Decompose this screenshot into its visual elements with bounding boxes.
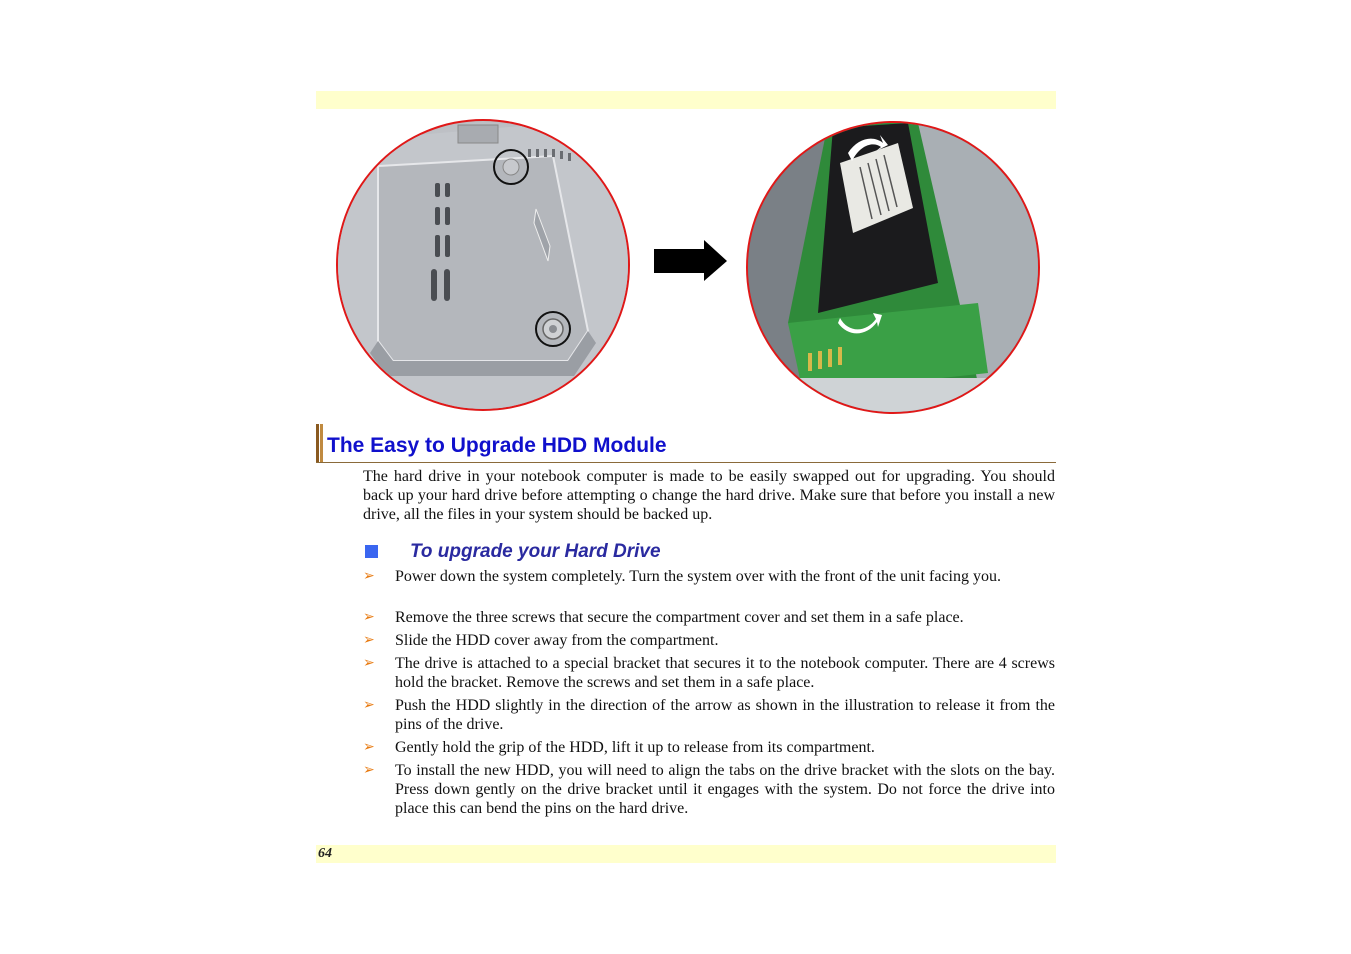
arrow-bullet-icon: ➢ [363, 610, 375, 625]
arrow-bullet-icon: ➢ [363, 656, 375, 671]
step-item [363, 696, 1055, 734]
arrow-bullet-icon: ➢ [363, 763, 375, 778]
step-item [363, 567, 1055, 586]
step-item [363, 761, 1055, 818]
step-text: The drive is attached to a special bracket that secures it to the notebook computer. There are 4 screws hold the bracket. Remove the screws and set them in a safe place. [395, 655, 1055, 691]
right-arrow-icon [654, 240, 728, 287]
step-text: Gently hold the grip of the HDD, lift it up to release from its compartment. [395, 739, 875, 756]
procedure-heading: To upgrade your Hard Drive [410, 541, 661, 562]
section-title: The Easy to Upgrade HDD Module [327, 434, 667, 457]
section-header [316, 424, 1056, 463]
step-item [363, 654, 1055, 692]
step-text: Power down the system completely. Turn the system over with the front of the unit facing you. [395, 568, 1001, 585]
arrow-bullet-icon: ➢ [363, 740, 375, 755]
step-item [363, 608, 1055, 627]
hdd-cover-photo [336, 119, 630, 411]
memory-module-photo [746, 121, 1040, 414]
arrow-bullet-icon: ➢ [363, 633, 375, 648]
step-item [363, 631, 1055, 650]
header-band [316, 91, 1056, 109]
square-bullet-icon [365, 545, 378, 558]
step-text: Push the HDD slightly in the direction of the arrow as shown in the illustration to release it from the pins of the drive. [395, 697, 1055, 733]
step-text: Slide the HDD cover away from the compartment. [395, 632, 719, 649]
page-number: 64 [318, 846, 332, 861]
arrow-bullet-icon: ➢ [363, 698, 375, 713]
step-text: Remove the three screws that secure the compartment cover and set them in a safe place. [395, 609, 964, 626]
title-accent-bar [316, 424, 323, 462]
step-item [363, 738, 1055, 757]
footer-band [316, 845, 1056, 863]
arrow-bullet-icon: ➢ [363, 569, 375, 584]
intro-paragraph: The hard drive in your notebook computer is made to be easily swapped out for upgrading. You should back up your hard drive before attempting o change the hard drive. Make sure that before you install a new drive, all the files in your system should be backed up. [363, 468, 1055, 523]
step-text: To install the new HDD, you will need to align the tabs on the drive bracket with the slots on the bay. Press down gently on the drive bracket until it engages with the system. Do not force the drive into place this can bend the pins on the hard drive. [395, 762, 1055, 817]
